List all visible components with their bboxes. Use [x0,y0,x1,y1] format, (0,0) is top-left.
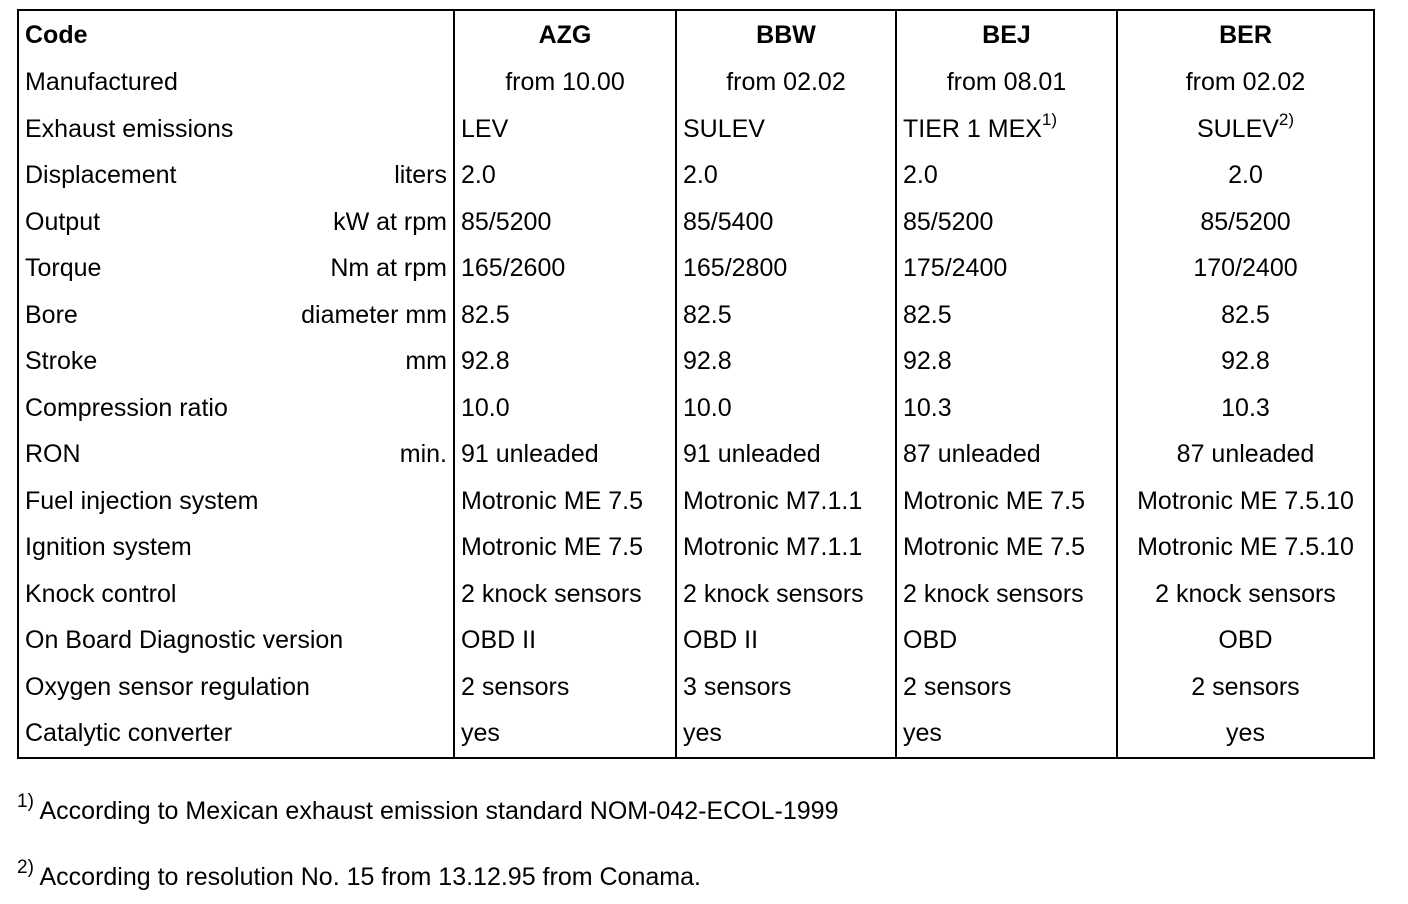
row-label-text: Torque [25,254,102,283]
cell-ber: OBD [1117,617,1374,664]
cell-bej: 92.8 [896,338,1117,385]
cell-ber: 85/5200 [1117,199,1374,246]
cell-ber: 170/2400 [1117,245,1374,292]
cell-bbw: 92.8 [676,338,896,385]
table-row [18,710,1374,758]
footnote-ref: 1) [1041,110,1058,130]
cell-ber [1117,106,1374,153]
cell-bej: 82.5 [896,292,1117,339]
row-label-text: Stroke [25,347,98,376]
cell-bbw: Motronic M7.1.1 [676,478,896,525]
cell-text: SULEV [1196,114,1279,143]
cell-ber: 2 sensors [1117,664,1374,711]
cell-ber: Motronic ME 7.5.10 [1117,524,1374,571]
cell-bej: 2 knock sensors [896,571,1117,618]
cell-azg: 2.0 [454,152,676,199]
cell-ber: 2 knock sensors [1117,571,1374,618]
cell-bej: 2 sensors [896,664,1117,711]
row-label [18,710,454,758]
table-row [18,617,1374,664]
cell-ber: yes [1117,710,1374,758]
row-label-text: Displacement [25,161,177,190]
cell-azg: yes [454,710,676,758]
row-label-text: Fuel injection system [25,486,259,515]
row-unit-text: mm [405,347,447,376]
table-row [18,292,1374,339]
cell-bbw: 10.0 [676,385,896,432]
engine-spec-table [17,9,1375,759]
row-label [18,664,454,711]
row-label-text: Exhaust emissions [25,114,234,143]
row-label [18,245,454,292]
cell-bej: OBD [896,617,1117,664]
header-code-bbw: BBW [676,10,896,59]
table-row [18,199,1374,246]
cell-bbw: 2.0 [676,152,896,199]
cell-azg: 2 sensors [454,664,676,711]
row-label-text: On Board Diagnostic version [25,626,344,655]
footnote-2 [17,856,701,892]
table-row [18,478,1374,525]
cell-ber: 87 unleaded [1117,431,1374,478]
row-label [18,59,454,106]
cell-bej: 87 unleaded [896,431,1117,478]
table-row [18,152,1374,199]
cell-ber: 92.8 [1117,338,1374,385]
row-label [18,338,454,385]
footnote-1 [17,790,839,826]
row-unit-text: liters [394,161,447,190]
table-row [18,664,1374,711]
row-label-text: Output [25,207,101,236]
footnote-mark: 2) [17,856,34,878]
cell-bbw: 82.5 [676,292,896,339]
row-unit-text: min. [399,440,447,469]
row-label [18,106,454,153]
table-row [18,571,1374,618]
cell-azg: LEV [454,106,676,153]
footnote-text: According to Mexican exhaust emission standard NOM-042-ECOL-1999 [39,797,839,825]
cell-bbw: 85/5400 [676,199,896,246]
cell-azg: OBD II [454,617,676,664]
footnote-ref: 2) [1278,110,1295,130]
row-unit-text: Nm at rpm [330,254,447,283]
row-label [18,199,454,246]
cell-bej: 85/5200 [896,199,1117,246]
cell-text: TIER 1 MEX [903,114,1042,143]
row-label-text: Oxygen sensor regulation [25,672,310,701]
row-unit-text: diameter mm [301,300,447,329]
cell-ber: 2.0 [1117,152,1374,199]
table-row [18,338,1374,385]
cell-bbw: 165/2800 [676,245,896,292]
table-row [18,106,1374,153]
cell-ber: 82.5 [1117,292,1374,339]
table-row [18,245,1374,292]
header-code-azg: AZG [454,10,676,59]
cell-bej: 2.0 [896,152,1117,199]
row-label-text: Knock control [25,579,177,608]
cell-bbw: SULEV [676,106,896,153]
cell-azg: 85/5200 [454,199,676,246]
row-unit-text: kW at rpm [333,207,447,236]
cell-bej: Motronic ME 7.5 [896,524,1117,571]
row-label-text: Manufactured [25,68,178,97]
footnote-text: According to resolution No. 15 from 13.12.95 from Conama. [39,863,701,891]
cell-azg: 10.0 [454,385,676,432]
cell-bbw: 3 sensors [676,664,896,711]
cell-ber: Motronic ME 7.5.10 [1117,478,1374,525]
table-row [18,431,1374,478]
table-row [18,385,1374,432]
row-label [18,571,454,618]
row-label [18,524,454,571]
row-label [18,292,454,339]
cell-azg: 82.5 [454,292,676,339]
cell-bbw: 91 unleaded [676,431,896,478]
cell-bbw: from 02.02 [676,59,896,106]
cell-azg: 2 knock sensors [454,571,676,618]
row-label-text: Ignition system [25,533,192,562]
footnote-mark: 1) [17,790,34,812]
cell-bbw: 2 knock sensors [676,571,896,618]
cell-bbw: yes [676,710,896,758]
cell-bej [896,106,1117,153]
cell-ber: 10.3 [1117,385,1374,432]
table-row [18,59,1374,106]
cell-bej: yes [896,710,1117,758]
cell-azg: Motronic ME 7.5 [454,524,676,571]
row-label [18,385,454,432]
header-label: Code [25,21,88,49]
row-label-text: Bore [25,300,78,329]
cell-azg: 92.8 [454,338,676,385]
table-row [18,524,1374,571]
row-label [18,152,454,199]
row-label-text: RON [25,440,81,469]
cell-bbw: OBD II [676,617,896,664]
cell-bej: Motronic ME 7.5 [896,478,1117,525]
header-code-bej: BEJ [896,10,1117,59]
cell-bej: from 08.01 [896,59,1117,106]
cell-azg: Motronic ME 7.5 [454,478,676,525]
cell-azg: 91 unleaded [454,431,676,478]
table-header-row [18,10,1374,59]
row-label [18,431,454,478]
header-code-ber: BER [1117,10,1374,59]
cell-bej: 10.3 [896,385,1117,432]
row-label [18,617,454,664]
cell-azg: from 10.00 [454,59,676,106]
cell-bej: 175/2400 [896,245,1117,292]
cell-ber: from 02.02 [1117,59,1374,106]
row-label-text: Catalytic converter [25,719,233,748]
cell-bbw: Motronic M7.1.1 [676,524,896,571]
cell-azg: 165/2600 [454,245,676,292]
row-label-text: Compression ratio [25,393,228,422]
row-label [18,478,454,525]
